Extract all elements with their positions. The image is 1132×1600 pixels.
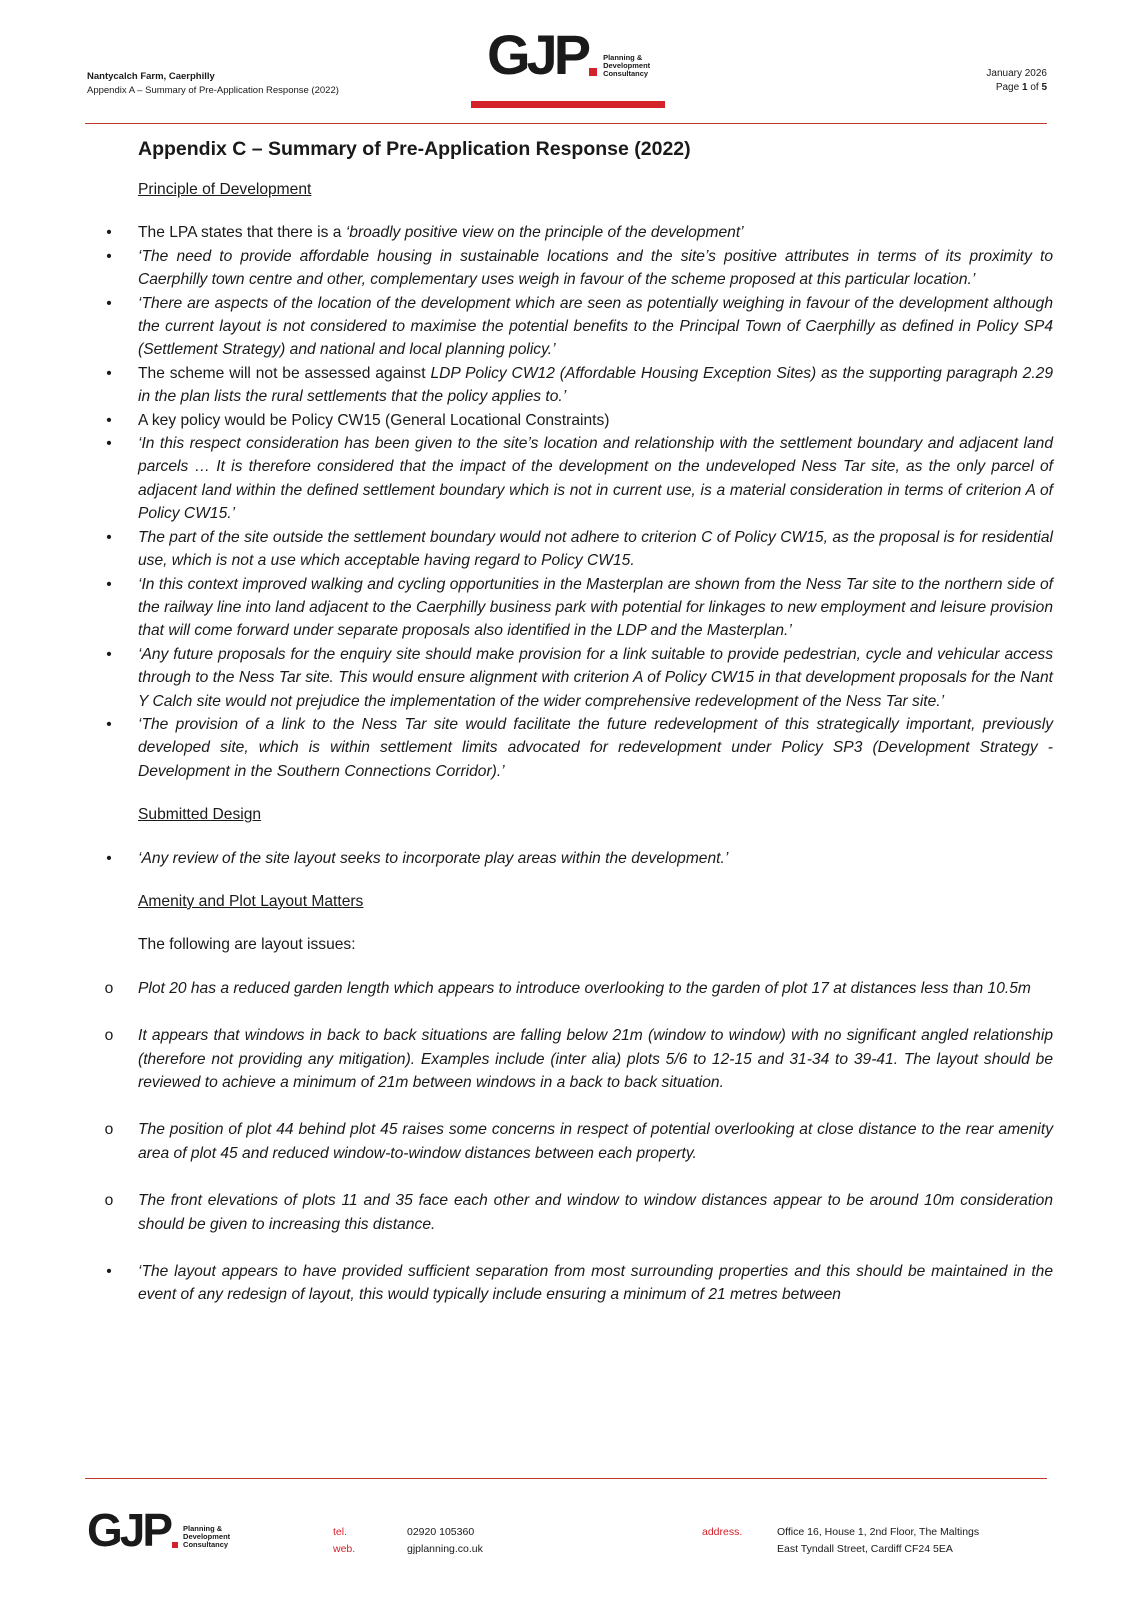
header-right bbox=[986, 67, 1047, 95]
logo-red-dot bbox=[589, 68, 597, 76]
page-current: 1 bbox=[1021, 82, 1028, 93]
list-item: • ‘The provision of a link to the Ness Tar site would facilitate the future redevelopment of this strategically important, previously developed site, which is within settlement limits advocated for redevelopment under Policy SP3 (Development Strategy - Development in the Southern Connections Corridor).’ bbox=[106, 715, 1053, 780]
list-item: • ‘Any future proposals for the enquiry site should make provision for a link suitable to provide pedestrian, cycle and vehicular access through to the Ness Tar site. This would ensure alignment with criterion A of Policy CW15 in that development proposals for the Nant Y Calch site would not prejudice the implementation of the wider comprehensive redevelopment of the Ness Tar site.’ bbox=[106, 645, 1053, 710]
list-item: • ‘There are aspects of the location of the development which are seen as potentially weighing in favour of the development although the current layout is not considered to maximise the potential benefits to the Principal Town of Caerphilly as defined in Policy SP4 (Settlement Strategy) and national and local planning policy.’ bbox=[106, 294, 1053, 359]
web-link[interactable]: gjplanning.co.uk bbox=[407, 1543, 483, 1555]
list-item: o The position of plot 44 behind plot 45 raises some concerns in respect of potential overlooking at close distance to the rear amenity area of plot 45 and reduced window-to-window distances between each property. bbox=[104, 1121, 1053, 1162]
principle-list bbox=[106, 221, 1054, 783]
amenity-intro: The following are layout issues: bbox=[138, 936, 356, 954]
heading-amenity: Amenity and Plot Layout Matters bbox=[138, 892, 364, 910]
list-item: • ‘The layout appears to have provided sufficient separation from most surrounding properties and this should be maintained in the event of any redesign of layout, this would typically include ensuring a minimum of 21 metres between bbox=[106, 1263, 1053, 1304]
amenity-list bbox=[106, 1260, 1053, 1307]
header-left bbox=[87, 70, 339, 98]
document-date: January 2026 bbox=[986, 68, 1047, 79]
list-item: • ‘The need to provide affordable housing in sustainable locations and the site’s positive attributes in terms of its proximity to Caerphilly town centre and other, complementary uses weigh in favour of the scheme proposed at this particular location.’ bbox=[106, 247, 1053, 289]
heading-principle: Principle of Development bbox=[138, 181, 312, 198]
header-divider bbox=[85, 123, 1047, 124]
address-line-2: East Tyndall Street, Cardiff CF24 5EA bbox=[777, 1543, 953, 1555]
appendix-line: Appendix A – Summary of Pre-Application Response (2022) bbox=[87, 85, 339, 96]
footer-logo bbox=[87, 1504, 231, 1556]
logo-tagline: Planning & Development Consultancy bbox=[603, 53, 651, 78]
web-label: web. bbox=[333, 1543, 356, 1555]
list-item: o It appears that windows in back to back situations are falling below 21m (window to window) with no significant angled relationship (therefore not providing any mitigation). Examples include (inter alia) plots 5/6 to 12-15 and 31-34 to 39-41. The layout should be reviewed to achieve a minimum of 21m between windows in a back to back situation. bbox=[104, 1027, 1053, 1091]
page-indicator: Page 1 of 5 bbox=[995, 82, 1047, 93]
list-item: o Plot 20 has a reduced garden length which appears to introduce overlooking to the garden of plot 17 at distances less than 10.5m bbox=[104, 979, 1031, 997]
footer-divider bbox=[85, 1478, 1047, 1479]
document-body bbox=[104, 134, 1054, 1327]
gjp-logo bbox=[487, 23, 651, 86]
logo-tagline: Planning & Development Consultancy bbox=[183, 1524, 231, 1549]
list-item: • The LPA states that there is a ‘broadly positive view on the principle of the development’ bbox=[106, 224, 744, 242]
design-list bbox=[106, 847, 1053, 870]
tel-label: tel. bbox=[333, 1526, 348, 1538]
list-item: • A key policy would be Policy CW15 (General Locational Constraints) bbox=[106, 411, 610, 429]
page-total: 5 bbox=[1041, 82, 1047, 93]
list-item: • The scheme will not be assessed against LDP Policy CW12 (Affordable Housing Exception Sites) as the supporting paragraph 2.29 in the plan lists the rural settlements that the policy applies to.’ bbox=[106, 364, 1054, 406]
logo-red-bar bbox=[471, 101, 665, 108]
address-line-1: Office 16, House 1, 2nd Floor, The Maltings bbox=[777, 1526, 980, 1538]
page-title: Appendix C – Summary of Pre-Application Response (2022) bbox=[138, 138, 691, 160]
address-label: address. bbox=[702, 1526, 743, 1538]
tel-value[interactable]: 02920 105360 bbox=[407, 1526, 475, 1538]
list-item: • The part of the site outside the settlement boundary would not adhere to criterion C of Policy CW15, as the proposal is for residential use, which is not a use which acceptable having regard to Policy CW15. bbox=[106, 528, 1053, 570]
project-name: Nantycalch Farm, Caerphilly bbox=[87, 71, 215, 82]
list-item: • ‘In this respect consideration has been given to the site’s location and relationship with the settlement boundary and adjacent land parcels … It is therefore considered that the impact of the development on the undeveloped Ness Tar site, as the only parcel of adjacent land within the defined settlement boundary which is not in current use, is a material consideration in terms of criterion A of Policy CW15.’ bbox=[106, 435, 1053, 523]
heading-design: Submitted Design bbox=[138, 806, 262, 824]
logo-letters: GJP bbox=[87, 1504, 171, 1556]
list-item: • ‘Any review of the site layout seeks to incorporate play areas within the development.’ bbox=[106, 849, 729, 867]
layout-issues-list bbox=[104, 977, 1053, 1236]
logo-letters: GJP bbox=[487, 23, 588, 86]
logo-red-dot bbox=[172, 1542, 178, 1548]
list-item: o The front elevations of plots 11 and 35 face each other and window to window distances appear to be around 10m consideration should be given to increasing this distance. bbox=[104, 1192, 1053, 1233]
list-item: • ‘In this context improved walking and cycling opportunities in the Masterplan are shown from the Ness Tar site to the northern side of the railway line into land adjacent to the Caerphilly business park with potential for linkages to new employment and leisure provision that will come forward under separate proposals also identified in the LDP and the Masterplan.’ bbox=[106, 575, 1053, 640]
